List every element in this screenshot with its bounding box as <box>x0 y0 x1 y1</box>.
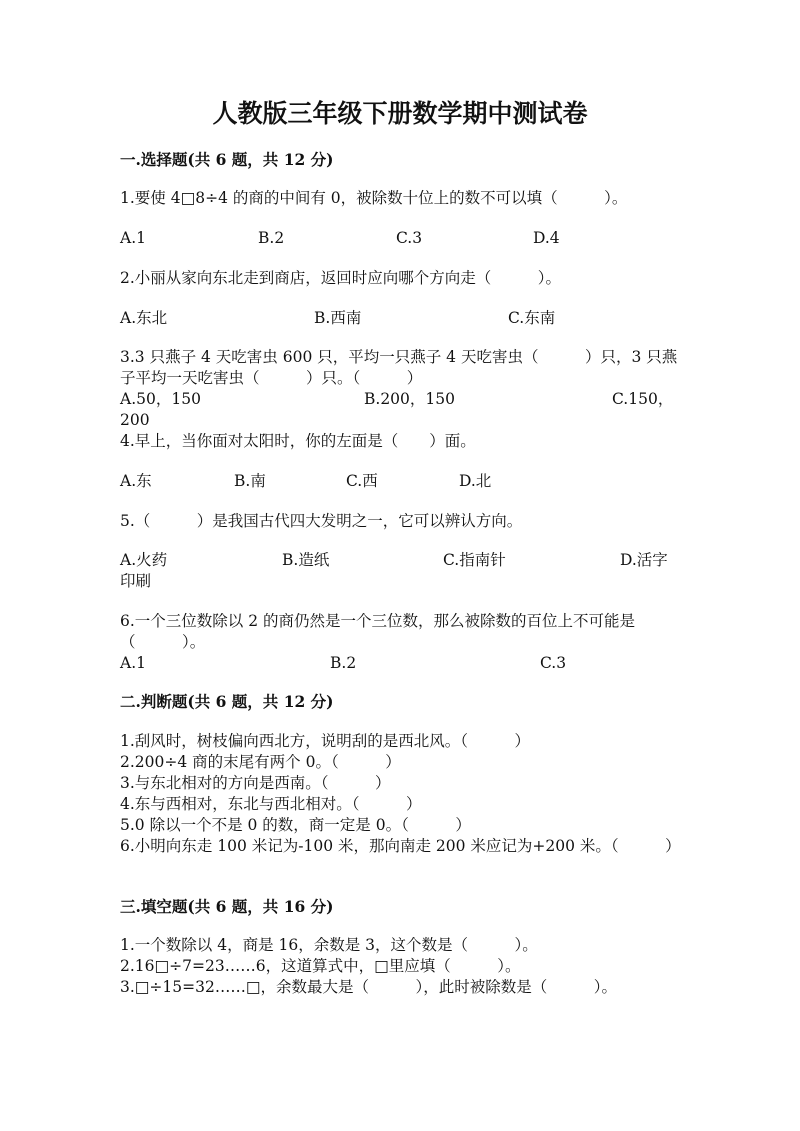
question-stem: 3.3 只燕子 4 天吃害虫 600 只，平均一只燕子 4 天吃害虫（ ）只，3 只燕 <box>120 348 678 366</box>
page-title: 人教版三年级下册数学期中测试卷 <box>212 99 588 128</box>
judge-item: 2.200÷4 商的末尾有两个 0。（ ） <box>120 753 401 771</box>
question-stem: 6.一个三位数除以 2 的商仍然是一个三位数，那么被除数的百位上不可能是 <box>120 612 636 630</box>
option-wrap: 印刷 <box>120 572 152 590</box>
option-b: B.2 <box>258 229 285 247</box>
fill-item: 3.□÷15=32……□，余数最大是（ ），此时被除数是（ ）。 <box>120 978 618 996</box>
option-b: B.造纸 <box>282 551 330 569</box>
section-heading-fill: 三.填空题(共 6 题，共 16 分) <box>120 897 334 916</box>
section-heading-judge: 二.判断题(共 6 题，共 12 分) <box>120 692 334 711</box>
question-stem: 5.（ ）是我国古代四大发明之一，它可以辨认方向。 <box>120 512 523 530</box>
option-c: C.3 <box>540 654 567 672</box>
option-b: B.西南 <box>314 309 362 327</box>
option-a: A.火药 <box>120 551 168 569</box>
option-b: B.200，150 <box>364 390 455 408</box>
option-a: A.东 <box>120 472 152 490</box>
option-a: A.东北 <box>120 309 168 327</box>
option-a: A.1 <box>120 229 146 247</box>
judge-item: 5.0 除以一个不是 0 的数，商一定是 0。（ ） <box>120 816 471 834</box>
option-a: A.1 <box>120 654 146 672</box>
option-a: A.50，150 <box>120 390 201 408</box>
section-heading-choice: 一.选择题(共 6 题，共 12 分) <box>120 150 334 169</box>
option-d: D.北 <box>459 472 492 490</box>
option-c: C.3 <box>396 229 423 247</box>
option-b: B.2 <box>330 654 357 672</box>
option-c: C.西 <box>346 472 378 490</box>
question-stem: 2.小丽从家向东北走到商店，返回时应向哪个方向走（ ）。 <box>120 269 562 287</box>
option-c: C.指南针 <box>443 551 506 569</box>
fill-item: 1.一个数除以 4，商是 16，余数是 3，这个数是（ ）。 <box>120 936 538 954</box>
question-stem-line2: （ ）。 <box>120 633 206 651</box>
option-d: D.4 <box>533 229 560 247</box>
judge-item: 1.刮风时，树枝偏向西北方，说明刮的是西北风。（ ） <box>120 732 531 750</box>
option-d: D.活字 <box>620 551 668 569</box>
question-stem: 4.早上，当你面对太阳时，你的左面是（ ）面。 <box>120 432 476 450</box>
judge-item: 6.小明向东走 100 米记为-100 米，那向南走 200 米应记为+200 米。（ ） <box>120 837 681 855</box>
option-wrap: 200 <box>120 411 150 429</box>
option-c: C.东南 <box>508 309 556 327</box>
option-c: C.150， <box>612 390 674 408</box>
judge-item: 3.与东北相对的方向是西南。（ ） <box>120 774 391 792</box>
fill-item: 2.16□÷7=23……6，这道算式中，□里应填（ ）。 <box>120 957 521 975</box>
judge-item: 4.东与西相对，东北与西北相对。（ ） <box>120 795 422 813</box>
question-stem-line2: 子平均一天吃害虫（ ）只。（ ） <box>120 369 423 387</box>
question-stem: 1.要使 4□8÷4 的商的中间有 0，被除数十位上的数不可以填（ ）。 <box>120 189 628 207</box>
option-b: B.南 <box>234 472 266 490</box>
